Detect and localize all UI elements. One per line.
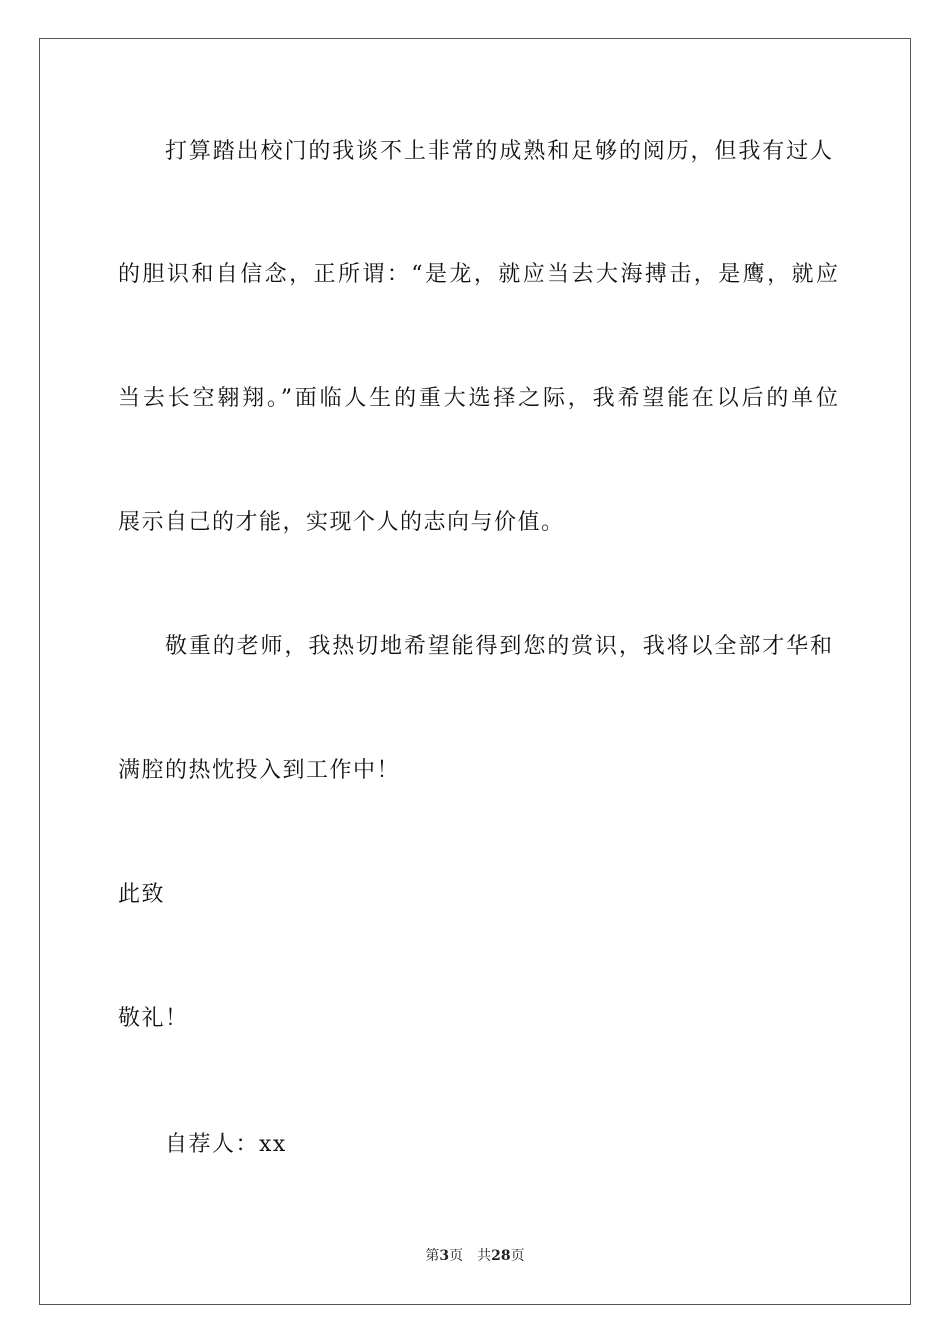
total-suffix: 页 [510,1248,525,1264]
page-suffix: 页 [449,1248,464,1264]
closing-salutation: 此致 [118,882,166,907]
page-footer [0,1246,950,1266]
body-line-4: 展示自己的才能，实现个人的志向与价值。 [118,510,565,535]
body-line-6: 满腔的热忱投入到工作中！ [118,758,401,783]
page-number: 3 [439,1248,450,1264]
total-pages: 28 [491,1248,511,1264]
body-line-1: 打算踏出校门的我谈不上非常的成熟和足够的阅历，但我有过人 [165,139,832,164]
page-border [39,38,911,1305]
signature: 自荐人：xx [165,1132,287,1157]
page-prefix: 第 [425,1248,440,1264]
total-prefix: 共 [477,1248,492,1264]
body-line-3: 当去长空翱翔。”面临人生的重大选择之际，我希望能在以后的单位 [118,386,838,411]
body-line-2: 的胆识和自信念，正所谓：“是龙，就应当去大海搏击，是鹰，就应 [118,262,838,287]
body-line-5: 敬重的老师，我热切地希望能得到您的赏识，我将以全部才华和 [165,634,832,659]
closing-regards: 敬礼！ [118,1006,189,1031]
